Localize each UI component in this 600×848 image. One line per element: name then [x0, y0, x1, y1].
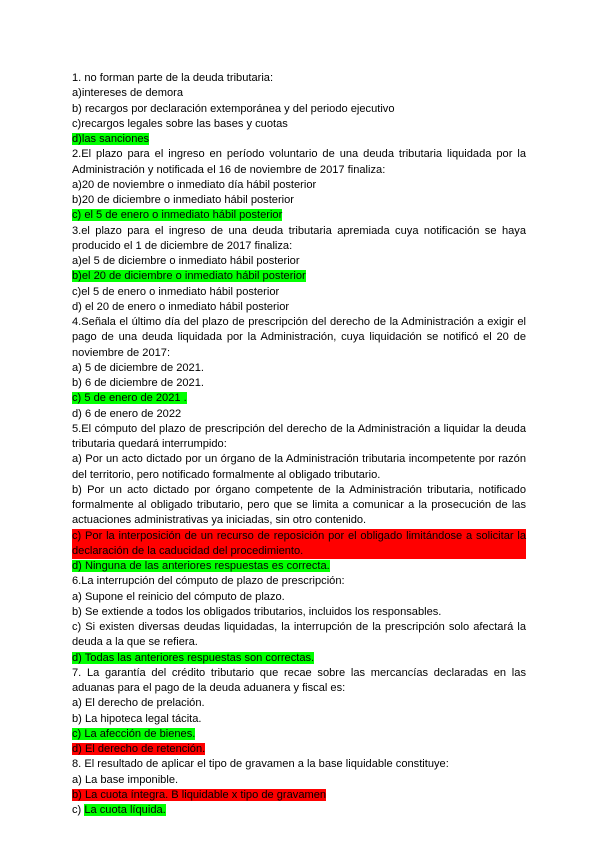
q8-option-a: a) La base imponible.: [72, 773, 179, 786]
q5-option-d-correct: d) Ninguna de las anteriores respuestas es correcta.: [72, 560, 330, 572]
q8-option-c-correct: La cuota líquida.: [84, 804, 166, 816]
q5-option-b: b) Por un acto dictado por órgano competente de la Administración tributaria, notificado formalmente al obligado tributario, pero que se limita a comunicar a la prosecución de las actuaciones administrativas ya iniciadas, sin otro contenido.: [72, 483, 526, 527]
q2-option-a: a)20 de noviembre o inmediato día hábil posterior: [72, 178, 317, 191]
q1-option-c: c)recargos legales sobre las bases y cuotas: [72, 117, 288, 130]
q7-option-b: b) La hipoteca legal tácita.: [72, 712, 202, 725]
q7-option-a: a) El derecho de prelación.: [72, 697, 205, 710]
q1-question: 1. no forman parte de la deuda tributaria:: [72, 72, 274, 84]
q8-option-b-incorrect: b) La cuota íntegra. B liquidable x tipo de gravamen: [72, 788, 327, 801]
q3-option-a: a)el 5 de diciembre o inmediato hábil posterior: [72, 255, 300, 267]
q6-option-a: a) Supone el reinicio del cómputo de plazo.: [72, 590, 285, 603]
document-page: [72, 71, 526, 818]
q3-option-b-correct: b)el 20 de diciembre o inmediato hábil posterior: [72, 270, 306, 283]
q4-option-a: a) 5 de diciembre de 2021.: [72, 361, 204, 374]
q5-option-a: a) Por un acto dictado por un órgano de la Administración tributaria incompetente por razón del territorio, pero notificado formalmente al obligado tributario.: [72, 453, 526, 481]
q4-option-d: d) 6 de enero de 2022: [72, 407, 182, 420]
q6-option-b: b) Se extiende a todos los obligados tributarios, incluidos los responsables.: [72, 605, 442, 618]
q5-option-c-incorrect: c) Por la interposición de un recurso de reposición por el obligado limitándose a solicitar la declaración de la caducidad del procedimiento.: [72, 529, 526, 560]
q2-option-c-correct: c) el 5 de enero o inmediato hábil posterior: [72, 209, 283, 222]
q6-option-d-correct: d) Todas las anteriores respuestas son correctas.: [72, 651, 315, 664]
q8-option-c-prefix: c): [72, 804, 85, 816]
q3-question: 3.el plazo para el ingreso de una deuda tributaria apremiada cuya notificación se haya producido el 1 de diciembre de 2017 finaliza:: [72, 224, 526, 252]
q5-question: 5.El cómputo del plazo de prescripción del derecho de la Administración a liquidar la deuda tributaria quedará interrumpido:: [72, 422, 526, 450]
q3-option-c: c)el 5 de enero o inmediato hábil posterior: [72, 285, 280, 298]
q4-question: 4.Señala el último día del plazo de prescripción del derecho de la Administración a exigir el pago de una deuda liquidada por la Administración, cuya liquidación se notificó el 20 de noviembre de 2017:: [72, 316, 526, 359]
q1-option-a: a)intereses de demora: [72, 87, 183, 100]
q7-option-d-incorrect: d) El derecho de retención.: [72, 743, 206, 755]
q3-option-d: d) el 20 de enero o inmediato hábil posterior: [72, 300, 290, 313]
q2-question: 2.El plazo para el ingreso en período voluntario de una deuda tributaria liquidada por la Administración y notificada el 16 de noviembre de 2017 finaliza:: [72, 148, 526, 176]
q8-option-c-row: [72, 803, 526, 818]
q4-option-b: b) 6 de diciembre de 2021.: [72, 377, 204, 389]
q1-option-d-correct: d)las sanciones: [72, 133, 150, 145]
q6-question: 6.La interrupción del cómputo de plazo de prescripción:: [72, 575, 345, 588]
q8-question: 8. El resultado de aplicar el tipo de gravamen a la base liquidable constituye:: [72, 758, 449, 771]
q1-option-b: b) recargos por declaración extemporánea y del periodo ejecutivo: [72, 102, 395, 115]
q2-option-b: b)20 de diciembre o inmediato hábil posterior: [72, 194, 294, 206]
q6-option-c: c) Si existen diversas deudas liquidadas, la interrupción de la prescripción solo afectará la deuda a la que se refiera.: [72, 621, 526, 649]
q7-option-c-correct: c) La afección de bienes.: [72, 727, 196, 740]
q7-question: 7. La garantía del crédito tributario que recae sobre las mercancías declaradas en las aduanas para el pago de la deuda aduanera y fiscal es:: [72, 666, 526, 694]
q4-option-c-correct: c) 5 de enero de 2021 .: [72, 392, 187, 405]
